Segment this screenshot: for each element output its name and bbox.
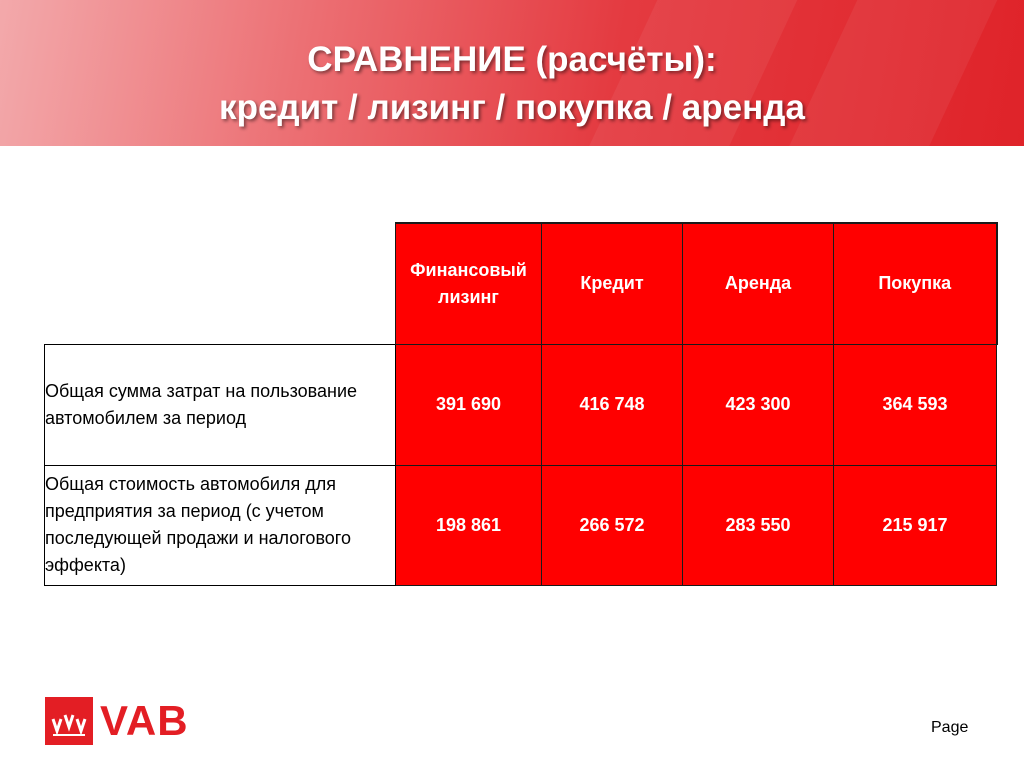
column-header-rent: Аренда — [683, 223, 834, 344]
comparison-table — [44, 222, 998, 586]
slide-title-line2: кредит / лизинг / покупка / аренда — [219, 88, 805, 127]
row-label-total-costs: Общая сумма затрат на пользование автомобилем за период — [45, 344, 396, 465]
page-label: Page — [931, 719, 969, 736]
column-header-leasing: Финансовый лизинг — [396, 223, 542, 344]
title-banner — [0, 0, 1024, 146]
row-label-total-value: Общая стоимость автомобиля для предприятия за период (с учетом последующей продажи и налогового эффекта) — [45, 465, 396, 585]
table-cell: 266 572 — [542, 465, 683, 585]
table-corner — [45, 223, 396, 344]
table-cell: 198 861 — [396, 465, 542, 585]
vab-logo-text: VAB — [100, 697, 189, 744]
table-cell: 416 748 — [542, 344, 683, 465]
table-header-row — [45, 223, 997, 344]
slide-title-line1: СРАВНЕНИЕ (расчёты): — [307, 40, 717, 79]
column-header-credit: Кредит — [542, 223, 683, 344]
column-header-purchase: Покупка — [834, 223, 997, 344]
table-cell: 283 550 — [683, 465, 834, 585]
table-cell: 364 593 — [834, 344, 997, 465]
table-cell: 391 690 — [396, 344, 542, 465]
vab-logo-icon — [45, 697, 93, 745]
table-row — [45, 465, 997, 585]
table-row — [45, 344, 997, 465]
table-cell: 215 917 — [834, 465, 997, 585]
table-cell: 423 300 — [683, 344, 834, 465]
